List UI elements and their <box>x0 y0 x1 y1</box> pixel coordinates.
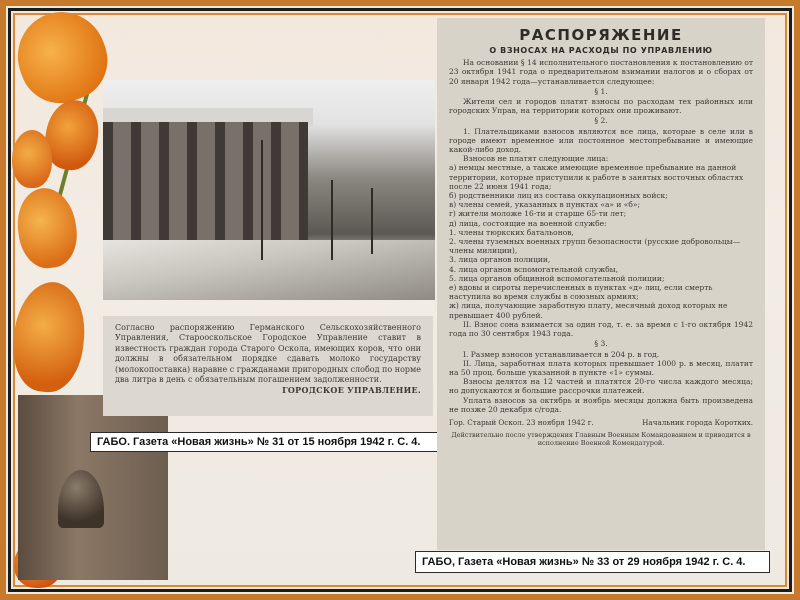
section-2-heading: § 2. <box>594 116 608 126</box>
section-3-higher-rate: II. Лица, заработная плата которых превышает 1000 р. в месяц, платит на 50 проц. больше указанной в пункте «1» суммы. <box>449 358 753 377</box>
section-3-deadline: Уплата взносов за октябрь и ноябрь месяцы должна быть произведена не позже 20 декабря с/года. <box>449 395 753 414</box>
exempt-item: г) жители моложе 16-ти и старше 65-ти лет; <box>449 209 627 219</box>
section-2-payers: 1. Плательщиками взносов являются все лица, которые в селе или в городе имеют временное или постоянное местопребывание и имеющие какой-либо доход. <box>449 126 753 155</box>
order-title: РАСПОРЯЖЕНИЕ <box>519 26 683 44</box>
caption-right: ГАБО, Газета «Новая жизнь» № 33 от 29 ноября 1942 г. С. 4. <box>415 551 770 573</box>
section-2-exempt-intro: Взносов не платят следующие лица: <box>463 154 609 164</box>
exempt-item: е) вдовы и сироты перечисленных в пунктах «д» лиц, если смерть наступила во время службы в союзных армиях; <box>449 283 713 302</box>
order-footer: Действительно после утверждения Главным Военным Командованием и приводится в исполнение Военной Комендатурой. <box>451 431 751 448</box>
exempt-item: 3. лица органов полиции, <box>449 255 551 265</box>
exempt-item: 1. члены тюркских батальонов, <box>449 227 574 237</box>
section-1-text: Жители сел и городов платят взносы по расходам тех районных или городских Управ, на территории которых они проживают. <box>449 97 753 116</box>
order-subtitle: О ВЗНОСАХ НА РАСХОДЫ ПО УПРАВЛЕНИЮ <box>489 46 713 55</box>
exempt-item: б) родственники лиц из состава оккупационных войск; <box>449 191 668 201</box>
order-signer: Начальник города Коротких. <box>642 417 753 427</box>
order-intro: На основании § 14 исполнительного постановления к постановлению от 23 октября 1941 года о предварительном взимании налогов и о сборах от 20 января 1942 года—устанавливается следующее: <box>449 58 753 86</box>
exempt-item: 4. лица органов вспомогательной службы, <box>449 264 618 274</box>
exempt-item: в) члены семей, указанных в пунктах «а» и «б»; <box>449 200 641 210</box>
exempt-item: 2. члены туземных военных групп безопасности (русские добровольцы—члены милиции), <box>449 237 741 256</box>
caption-left: ГАБО. Газета «Новая жизнь» № 31 от 15 ноября 1942 г. С. 4. <box>90 432 438 452</box>
exempt-item: 5. лица органов общинной вспомогательной полиции; <box>449 273 665 283</box>
exempt-item: ж) лица, получающие заработную плату, месячный доход которых не превышает 400 рублей. <box>449 301 728 320</box>
newspaper-clipping-order <box>437 18 765 550</box>
street-photo <box>103 80 435 300</box>
exempt-item: а) немцы местные, а также имеющие временное пребывание на данной территории, которые приступили к работе в занятых восточных областях после 22 июня 1941 года; <box>449 163 744 191</box>
section-3-amount: I. Размер взносов устанавливается в 204 р. в год. <box>463 349 660 359</box>
exempt-item: д) лица, состоящие на военной службе: <box>449 218 607 228</box>
section-1-heading: § 1. <box>594 86 608 96</box>
section-2-period: II. Взнос сона взимается за один год, т. е. за время с 1-го октября 1942 года по 30 сентября 1943 года. <box>449 319 753 339</box>
order-place-date: Гор. Старый Оскол. 23 ноября 1942 г. <box>449 417 594 427</box>
section-3-heading: § 3. <box>594 339 608 349</box>
clipping-body: Согласно распоряжению Германского Сельскохозяйственного Управления, Старооскольское Городское Управление ставит в известность граждан города Старого Оскола, имеющих коров, что они должны в обязательном порядке сдавать молоко государству (молокопоставка) наравне с гражданами пригородных слобод по норме два литра в день с обязательным погашением задолженности. <box>115 323 421 385</box>
section-3-installments: Взносы делятся на 12 частей и платятся 20-го числа каждого месяца; но допускаются и большие рассрочки платежей. <box>449 377 753 396</box>
newspaper-clipping-milk-order <box>103 316 433 416</box>
clipping-signature: ГОРОДСКОЕ УПРАВЛЕНИЕ. <box>282 385 421 396</box>
